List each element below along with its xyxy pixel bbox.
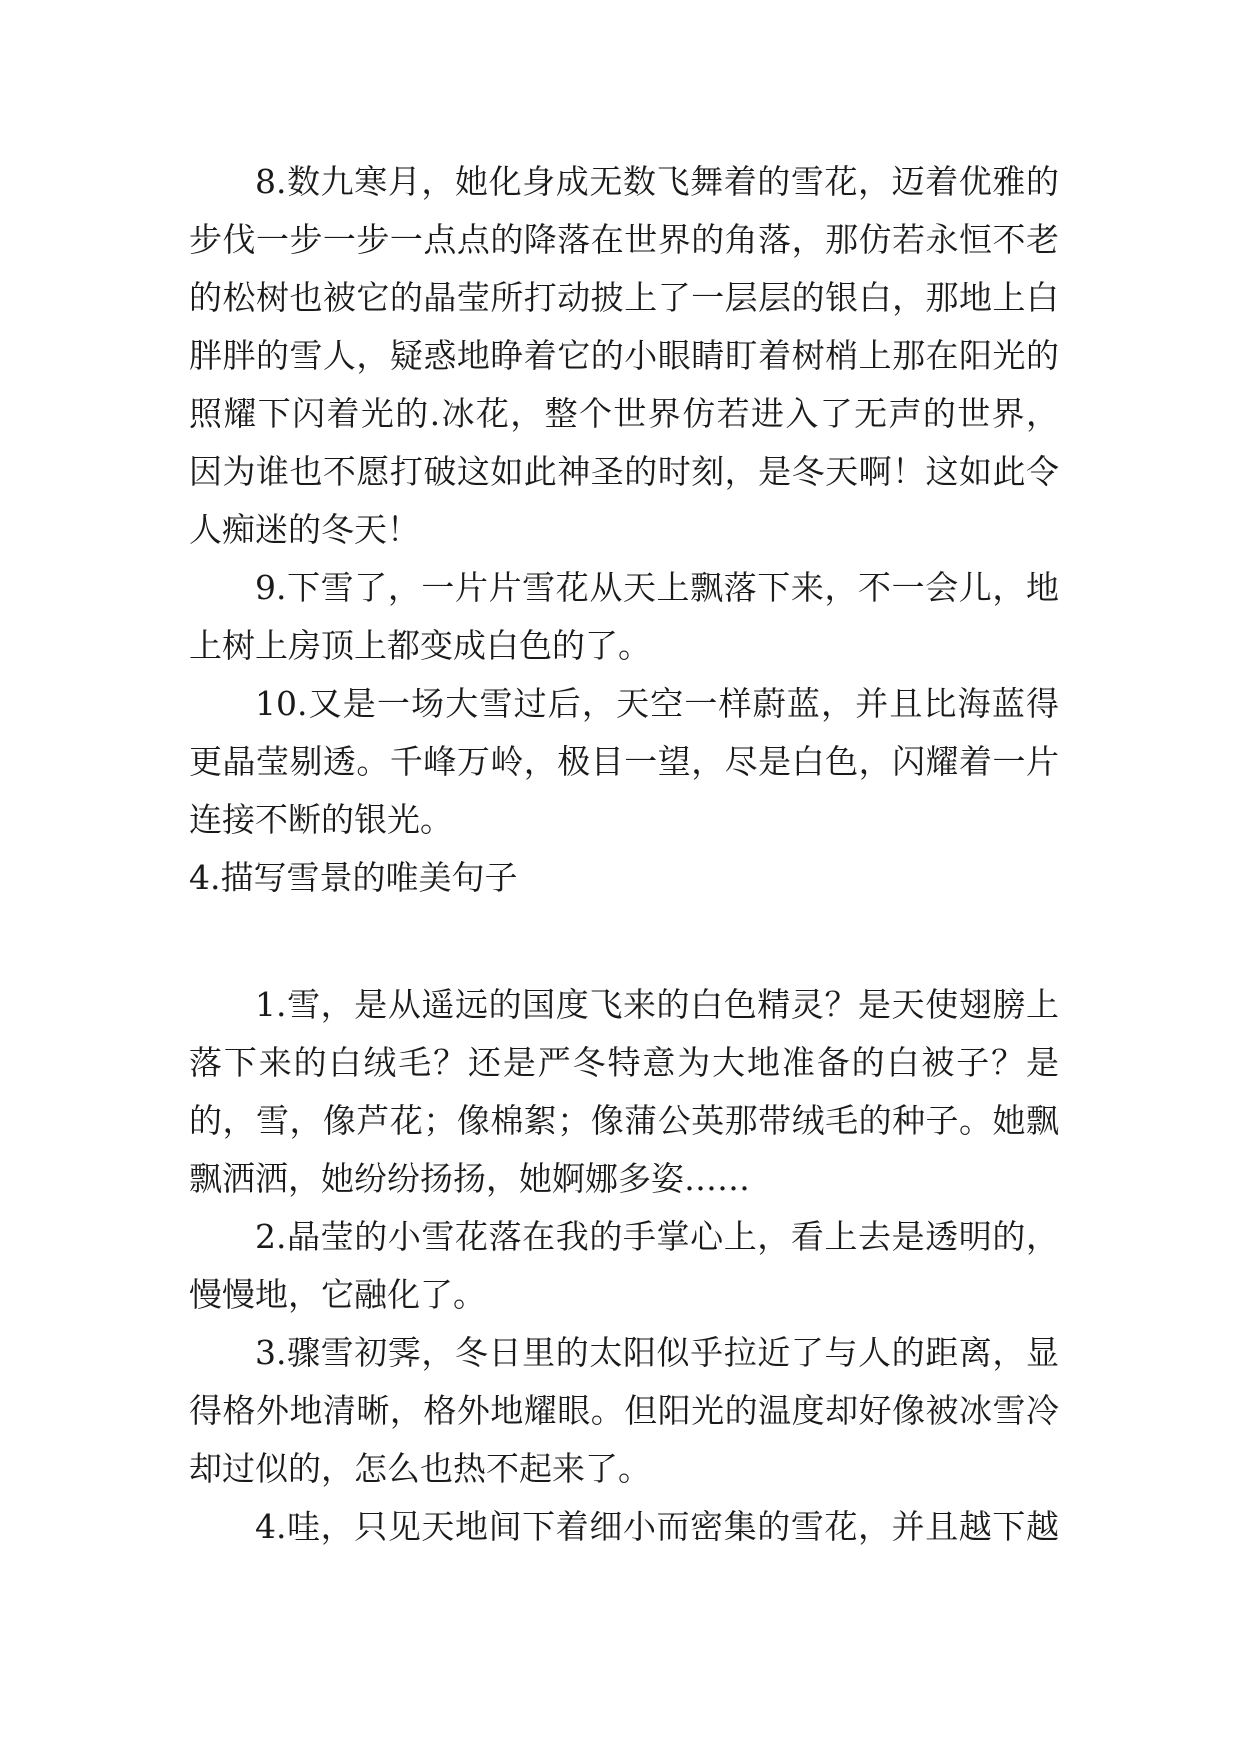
item9-line-1: 9.下雪了，一片片雪花从天上飘落下来，不一会儿，地 <box>255 568 1059 607</box>
item10-line-3: 连接不断的银光。 <box>189 800 453 839</box>
item10-line-1: 10.又是一场大雪过后，天空一样蔚蓝，并且比海蓝得 <box>255 684 1059 723</box>
b-item4-line-1: 4.哇，只见天地间下着细小而密集的雪花，并且越下越 <box>255 1507 1059 1546</box>
b-item2-line-2: 慢慢地，它融化了。 <box>189 1275 486 1314</box>
section-heading: 4.描写雪景的唯美句子 <box>189 858 518 897</box>
b-item3-line-3: 却过似的，怎么也热不起来了。 <box>189 1449 651 1488</box>
b-item1-line-4: 飘洒洒，她纷纷扬扬，她婀娜多姿…… <box>189 1159 750 1198</box>
b-item2-line-1: 2.晶莹的小雪花落在我的手掌心上，看上去是透明的， <box>255 1217 1059 1256</box>
item10-line-2: 更晶莹剔透。千峰万岭，极目一望，尽是白色，闪耀着一片 <box>189 742 1059 781</box>
item8-line-5: 照耀下闪着光的.冰花，整个世界仿若进入了无声的世界， <box>189 394 1059 433</box>
item8-line-1: 8.数九寒月，她化身成无数飞舞着的雪花，迈着优雅的 <box>255 162 1059 201</box>
b-item3-line-2: 得格外地清晰，格外地耀眼。但阳光的温度却好像被冰雪冷 <box>189 1391 1059 1430</box>
b-item1-line-1: 1.雪，是从遥远的国度飞来的白色精灵？是天使翅膀上 <box>255 985 1059 1024</box>
item8-line-3: 的松树也被它的晶莹所打动披上了一层层的银白，那地上白 <box>189 278 1059 317</box>
item8-line-6: 因为谁也不愿打破这如此神圣的时刻，是冬天啊！这如此令 <box>189 452 1059 491</box>
item8-line-2: 步伐一步一步一点点的降落在世界的角落，那仿若永恒不老 <box>189 220 1059 259</box>
b-item1-line-3: 的，雪，像芦花；像棉絮；像蒲公英那带绒毛的种子。她飘 <box>189 1101 1059 1140</box>
item9-line-2: 上树上房顶上都变成白色的了。 <box>189 626 651 665</box>
item8-line-4: 胖胖的雪人，疑惑地睁着它的小眼睛盯着树梢上那在阳光的 <box>189 336 1059 375</box>
b-item3-line-1: 3.骤雪初霁，冬日里的太阳似乎拉近了与人的距离，显 <box>255 1333 1059 1372</box>
b-item1-line-2: 落下来的白绒毛？还是严冬特意为大地准备的白被子？是 <box>189 1043 1059 1082</box>
item8-line-7: 人痴迷的冬天！ <box>189 510 420 549</box>
